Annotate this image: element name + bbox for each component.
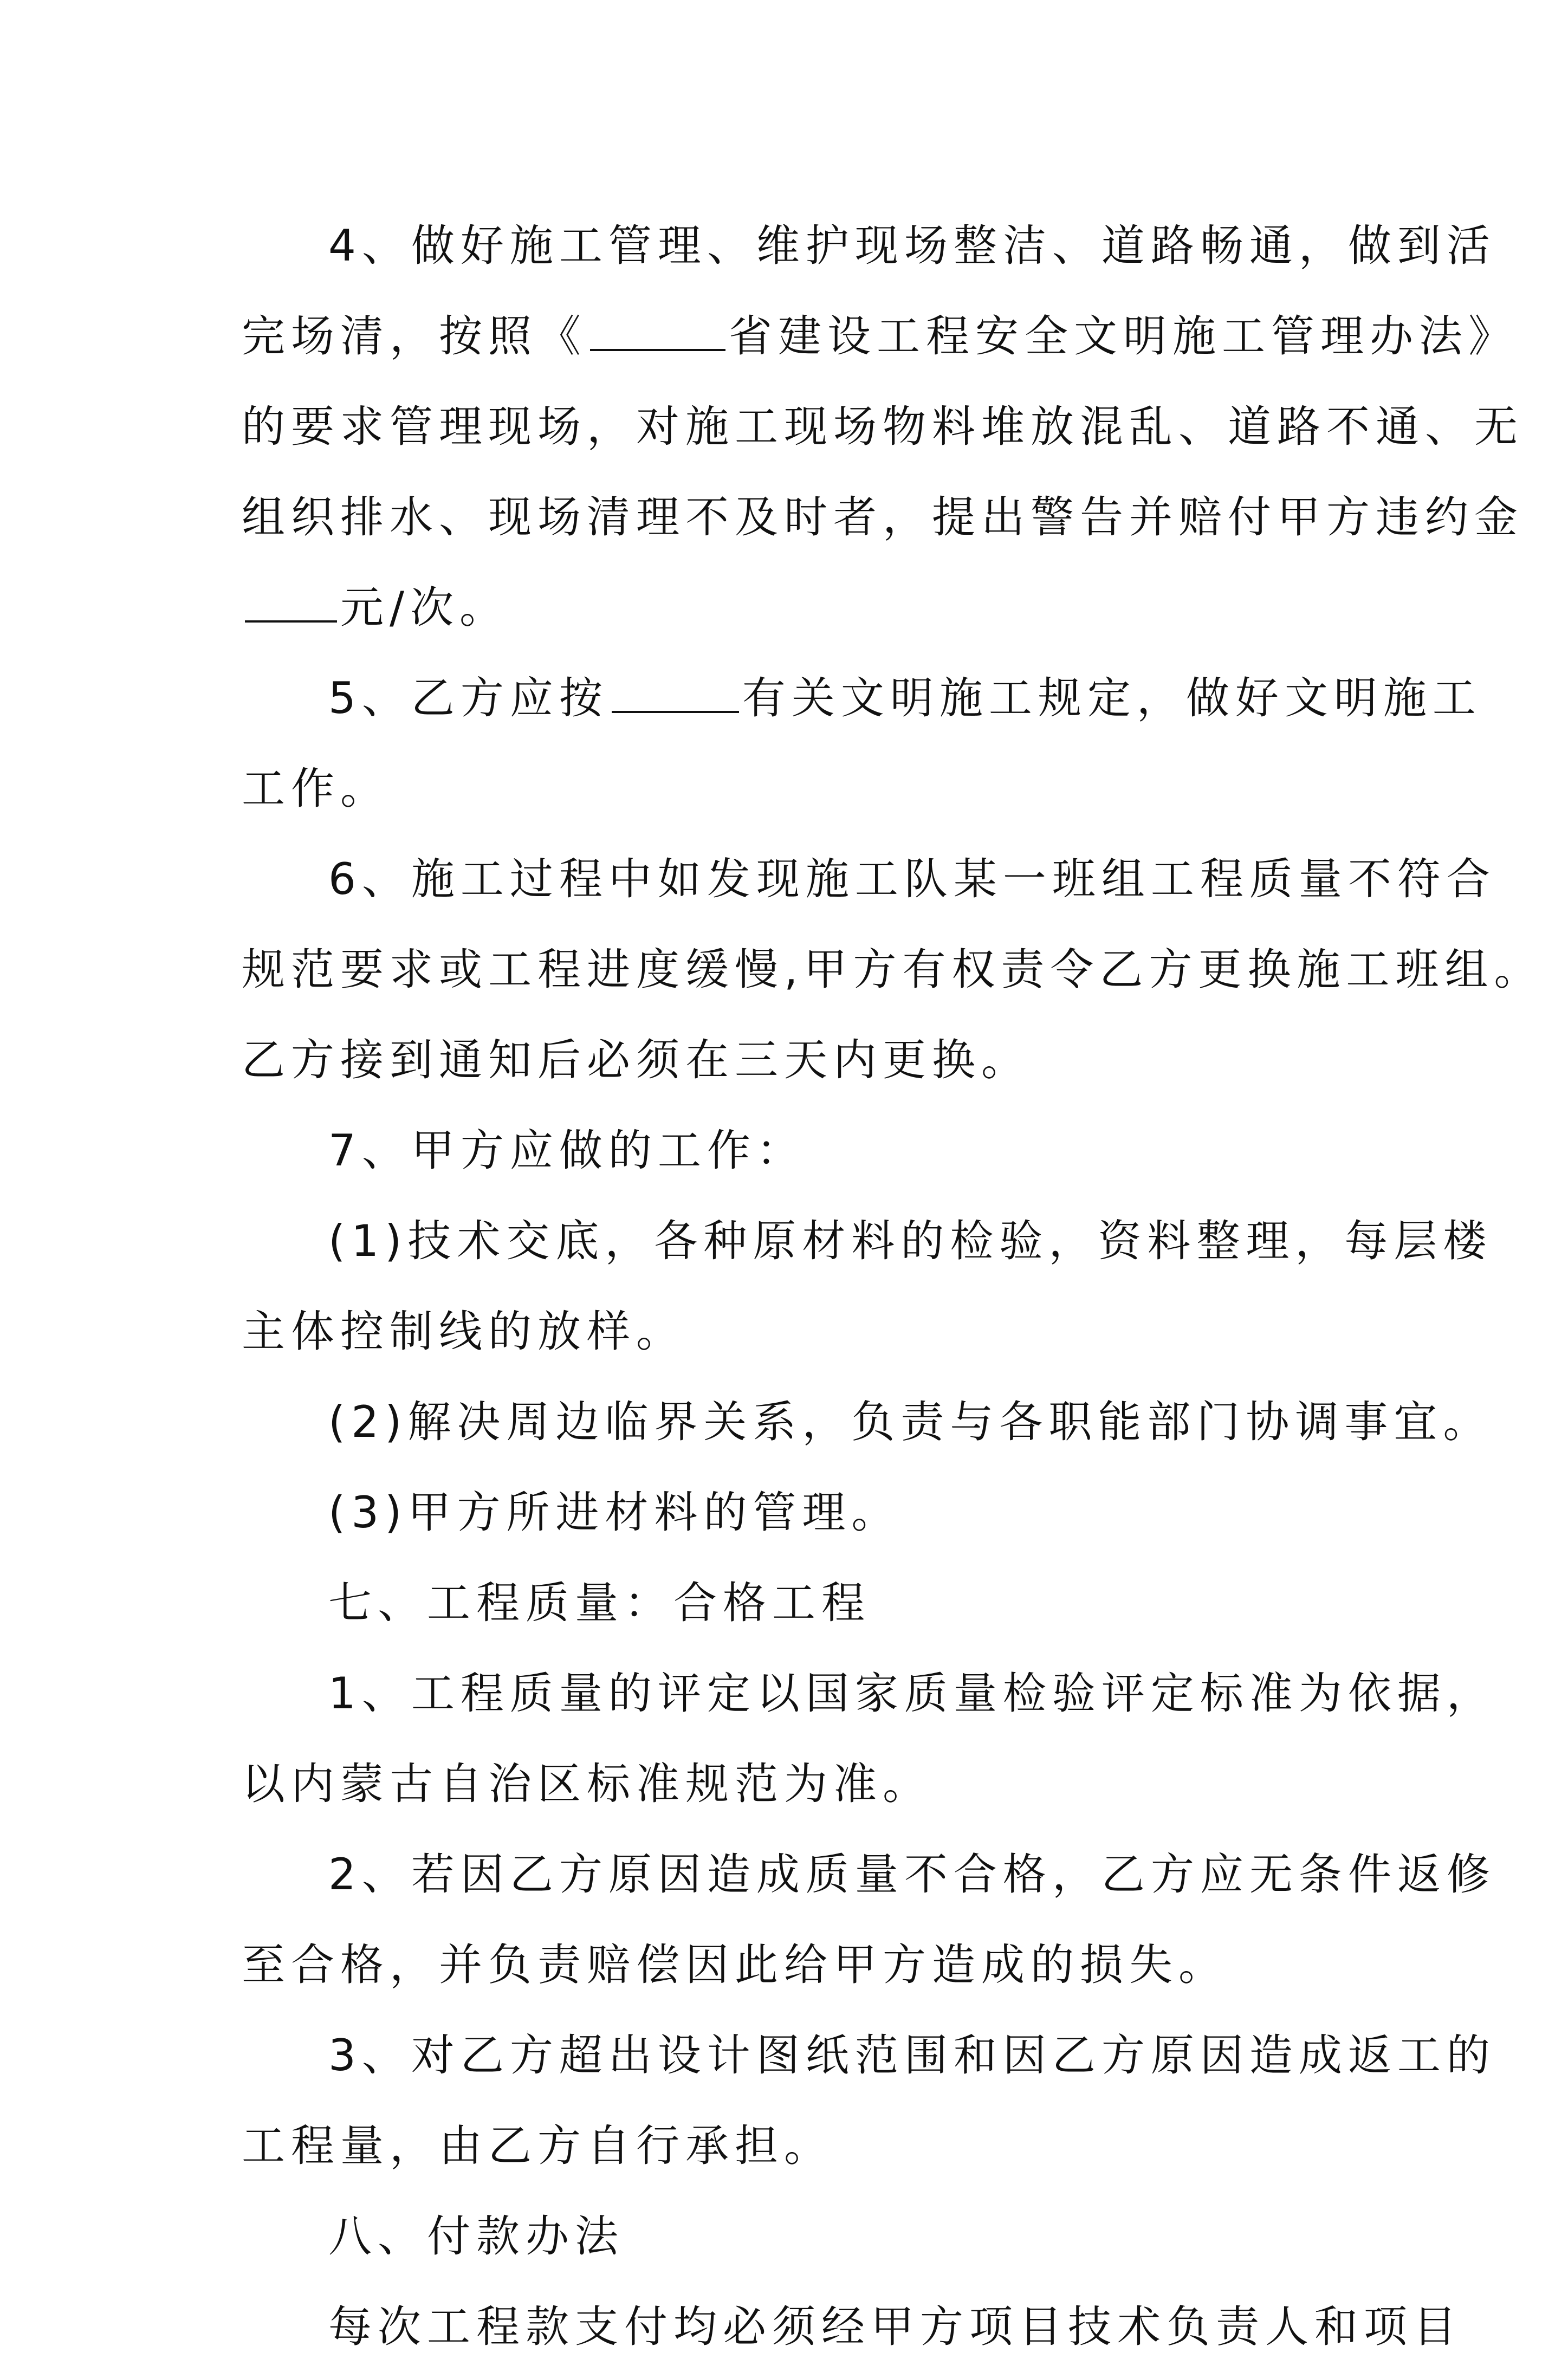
text-fragment: 》 [1468,311,1518,361]
text-line: (3)甲方所进材料的管理。 [328,1487,901,1538]
text-line: 7、甲方应做的工作： [328,1125,806,1176]
text-line: 以内蒙古自治区标准规范为准。 [242,1759,932,1809]
text-line: 的要求管理现场，对施工现场物料堆放混乱、道路不通、无 [242,401,1524,452]
text-fragment: 5、乙方应按 [328,673,608,723]
paragraph-payment [242,2282,1462,2372]
paragraph-item-5 [242,653,1482,834]
text-fragment: 元/次。 [340,582,509,633]
text-line: 主体控制线的放样。 [242,1306,685,1357]
section-heading: 七、工程质量：合格工程 [328,1578,871,1628]
paragraph-subitem-2 [242,1377,1493,1467]
section-heading-quality [242,1558,1331,1648]
paragraph-item-6 [242,834,1544,1105]
text-line [242,291,1518,381]
text-line: (2)解决周边临界关系，负责与各职能部门协调事宜。 [328,1397,1493,1447]
document-body [242,200,1544,2372]
paragraph-subitem-3 [242,1467,1331,1558]
text-line [242,562,1331,653]
paragraph-item-7 [242,1105,1331,1196]
fill-in-blank [245,582,337,623]
paragraph-item-4 [242,200,1524,653]
fill-in-blank [612,673,739,713]
text-line: 乙方接到通知后必须在三天内更换。 [242,1035,1031,1085]
paragraph-subitem-1 [242,1196,1493,1377]
text-fragment: 省建设工程安全文明施工管理办法 [729,311,1468,361]
text-line: (1)技术交底，各种原材料的检验，资料整理，每层楼 [328,1216,1493,1266]
text-line: 至合格，并负责赔偿因此给甲方造成的损失。 [242,1940,1228,1990]
text-line: 每次工程款支付均必须经甲方项目技术负责人和项目 [328,2302,1462,2352]
text-fragment: 有关文明施工规定，做好文明施工 [742,673,1482,723]
text-line: 1、工程质量的评定以国家质量检验评定标准为依据， [328,1668,1496,1719]
text-line: 规范要求或工程进度缓慢,甲方有权责令乙方更换施工班组。 [242,944,1544,995]
text-line [242,653,1482,743]
text-line: 工程量，由乙方自行承担。 [242,2121,833,2171]
section-heading: 八、付款办法 [328,2211,624,2261]
fill-in-blank [590,311,725,351]
paragraph-quality-1 [242,1648,1496,1829]
text-line: 6、施工过程中如发现施工队某一班组工程质量不符合 [328,854,1496,904]
text-line: 工作。 [242,763,390,814]
text-line: 2、若因乙方原因造成质量不合格，乙方应无条件返修 [328,1849,1496,1900]
paragraph-quality-3 [242,2010,1496,2191]
paragraph-quality-2 [242,1829,1496,2010]
text-line: 3、对乙方超出设计图纸范围和因乙方原因造成返工的 [328,2030,1496,2081]
section-heading-payment [242,2191,1331,2282]
text-line: 组织排水、现场清理不及时者，提出警告并赔付甲方违约金 [242,492,1524,542]
text-fragment: 完场清，按照《 [242,311,587,361]
text-line: 4、做好施工管理、维护现场整洁、道路畅通，做到活 [328,221,1496,271]
